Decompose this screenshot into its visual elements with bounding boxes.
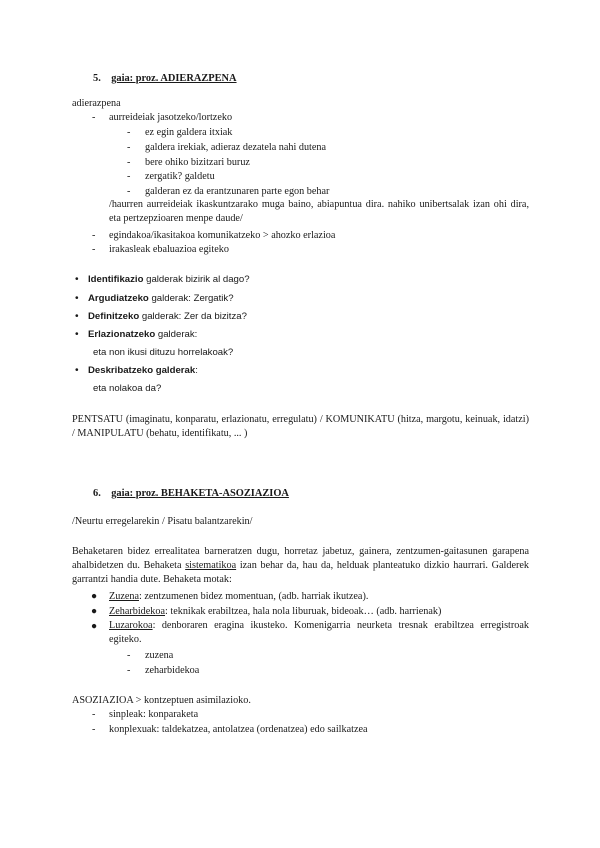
section-5-number: 5.: [93, 73, 101, 84]
dash-marker: -: [92, 230, 96, 241]
section-6-title: gaia: proz. BEHAKETA-ASOZIAZIOA: [111, 488, 289, 499]
question-type-text: galderak:: [155, 329, 198, 340]
list-item: zeharbidekoa: [145, 665, 200, 676]
question-type-text: :: [195, 365, 198, 376]
question-type: [88, 364, 198, 377]
list-item: konplexuak: taldekatzea, antolatzea (ordenatzea) edo sailkatzea: [109, 724, 368, 735]
bullet-marker: ●: [91, 591, 98, 602]
question-type-name: Argudiatzeko: [88, 293, 149, 304]
section-5-summary: PENTSATU (imaginatu, konparatu, erlazionatu, erregulatu) / KOMUNIKATU (hitza, margotu, keinuak, idatzi) / MANIPULATU (behatu, identifikatu, ... ): [72, 414, 529, 439]
bullet-marker: ●: [91, 606, 98, 617]
dash-marker: -: [127, 142, 131, 153]
paragraph-text: Behaketaren bidez errealitatea barneratzen dugu, horretaz jabetuz, gainera, zentzumen-gaitasunen garapena ahalbidetzen du. Behaketa: [72, 546, 529, 571]
observation-type-name: Zuzena: [109, 591, 139, 602]
paragraph-text: izan behar da, hau da, helduak planteatuko dizkio haurrari. Galderek garrantzi handia dute. Behaketa motak:: [72, 560, 530, 585]
question-type: [88, 310, 247, 323]
list-item: aurreideiak jasotzeko/lortzeko: [109, 112, 233, 123]
dash-marker: -: [92, 709, 96, 720]
dash-marker: -: [127, 650, 131, 661]
list-item: zergatik? galdetu: [145, 171, 215, 182]
section-5-title: gaia: proz. ADIERAZPENA: [111, 73, 237, 84]
question-type-name: Definitzeko: [88, 311, 140, 322]
dash-marker: -: [127, 665, 131, 676]
observation-type: [109, 619, 529, 647]
bullet-marker: •: [75, 365, 79, 376]
section-6-number: 6.: [93, 488, 101, 499]
question-example: eta nolakoa da?: [93, 383, 162, 394]
dash-marker: -: [127, 157, 131, 168]
association-title: ASOZIAZIOA > kontzeptuen asimilazioko.: [72, 695, 251, 706]
section-6-heading: [93, 487, 289, 500]
paragraph-term: sistematikoa: [185, 560, 237, 571]
question-type-text: galderak: Zer da bizitza?: [139, 311, 247, 322]
bullet-marker: •: [75, 293, 79, 304]
question-type: [88, 328, 197, 341]
question-type-text: galderak bizirik al dago?: [143, 274, 250, 285]
list-item: galderan ez da erantzunaren parte egon behar: [145, 186, 330, 197]
question-type: [88, 273, 250, 286]
question-type-name: Erlazionatzeko: [88, 329, 156, 340]
bullet-marker: ●: [91, 621, 98, 632]
observation-type: [109, 605, 441, 618]
section-5-heading: [93, 72, 237, 85]
list-item: bere ohiko bizitzari buruz: [145, 157, 250, 168]
bullet-marker: •: [75, 329, 79, 340]
question-type: [88, 292, 234, 305]
observation-type-text: : zentzumenen bidez momentuan, (adb. harriak ikutzea).: [138, 591, 369, 602]
question-type-name: Identifikazio: [88, 274, 144, 285]
dash-marker: -: [92, 724, 96, 735]
dash-marker: -: [92, 112, 96, 123]
list-item: ez egin galdera itxiak: [145, 127, 233, 138]
dash-marker: -: [127, 171, 131, 182]
list-note: /haurren aurreideiak ikaskuntzarako muga baino, abiapuntua dira. nahiko unibertsalak izan ohi dira, eta pertzepzioaren menpe daude/: [109, 199, 529, 224]
bullet-marker: •: [75, 274, 79, 285]
list-item: sinpleak: konparaketa: [109, 709, 199, 720]
observation-type-name: Zeharbidekoa: [109, 606, 166, 617]
section-5-intro: adierazpena: [72, 98, 121, 109]
list-item: egindakoa/ikasitakoa komunikatzeko > ahozko erlazioa: [109, 230, 336, 241]
section-6-paragraph: [72, 545, 529, 587]
dash-marker: -: [127, 127, 131, 138]
observation-type-name: Luzarokoa: [109, 620, 153, 631]
dash-marker: -: [127, 186, 131, 197]
dash-marker: -: [92, 244, 96, 255]
question-type-name: Deskribatzeko galderak: [88, 365, 196, 376]
bullet-marker: •: [75, 311, 79, 322]
question-example: eta non ikusi dituzu horrelakoak?: [93, 347, 234, 358]
question-type-text: galderak: Zergatik?: [148, 293, 234, 304]
observation-type-text: : teknikak erabiltzea, hala nola liburuak, bideoak… (adb. harrienak): [165, 606, 442, 617]
list-item: irakasleak ebaluazioa egiteko: [109, 244, 229, 255]
observation-type: [109, 590, 368, 603]
list-item: zuzena: [145, 650, 174, 661]
observation-type-text: : denboraren eragina ikusteko. Komenigarria neurketa tresnak erabiltzea erregistroak egiteko.: [109, 620, 529, 645]
list-item: galdera irekiak, adieraz dezatela nahi dutena: [145, 142, 327, 153]
section-6-subtitle: /Neurtu erregelarekin / Pisatu balantzarekin/: [72, 516, 253, 527]
